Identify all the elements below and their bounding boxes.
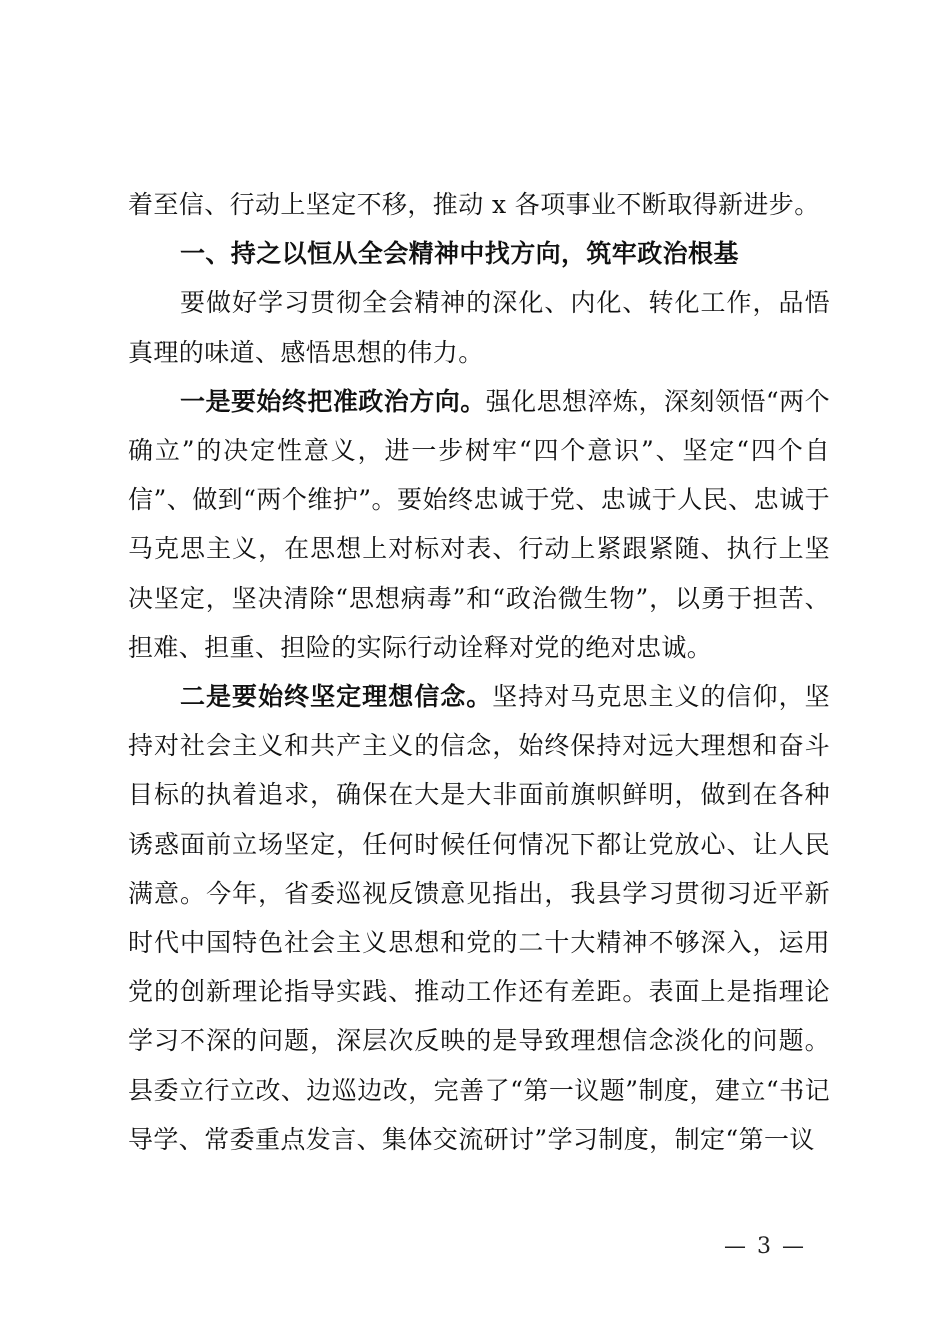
document-body — [128, 180, 830, 1164]
paragraph-text: 强化思想淬炼，深刻领悟“两个确立”的决定性意义，进一步树牢“四个意识”、坚定“四个自信”、做到“两个维护”。要始终忠诚于党、忠诚于人民、忠诚于马克思主义，在思想上对标对表、行动上紧跟紧随、执行上坚决坚定，坚决清除“思想病毒”和“政治微生物”，以勇于担苦、担难、担重、担险的实际行动诠释对党的绝对忠诚。 — [128, 386, 830, 662]
section-heading — [128, 229, 830, 278]
paragraph-text: 要做好学习贯彻全会精神的深化、内化、转化工作，品悟真理的味道、感悟思想的伟力。 — [128, 288, 830, 367]
paragraph-point-two — [128, 672, 830, 1164]
paragraph-intro — [128, 278, 830, 376]
paragraph-continuation — [128, 180, 830, 229]
section-heading-text: 一、持之以恒从全会精神中找方向，筑牢政治根基 — [180, 239, 739, 269]
page-number: — 3 — — [724, 1234, 806, 1259]
paragraph-lead-heading: 一是要始终把准政治方向。 — [180, 386, 486, 416]
paragraph-point-one — [128, 377, 830, 672]
paragraph-lead-heading: 二是要始终坚定理想信念。 — [180, 682, 493, 712]
paragraph-text: 着至信、行动上坚定不移，推动 x 各项事业不断取得新进步。 — [128, 190, 820, 219]
paragraph-text: 坚持对马克思主义的信仰，坚持对社会主义和共产主义的信念，始终保持对远大理想和奋斗目标的执着追求，确保在大是大非面前旗帜鲜明，做到在各种诱惑面前立场坚定，任何时候任何情况下都让党放心、让人民满意。今年，省委巡视反馈意见指出，我县学习贯彻习近平新时代中国特色社会主义思想和党的二十大精神不够深入，运用党的创新理论指导实践、推动工作还有差距。表面上是指理论学习不深的问题，深层次反映的是导致理想信念淡化的问题。县委立行立改、边巡边改，完善了“第一议题”制度，建立“书记导学、常委重点发言、集体交流研讨”学习制度，制定“第一议 — [128, 682, 830, 1154]
